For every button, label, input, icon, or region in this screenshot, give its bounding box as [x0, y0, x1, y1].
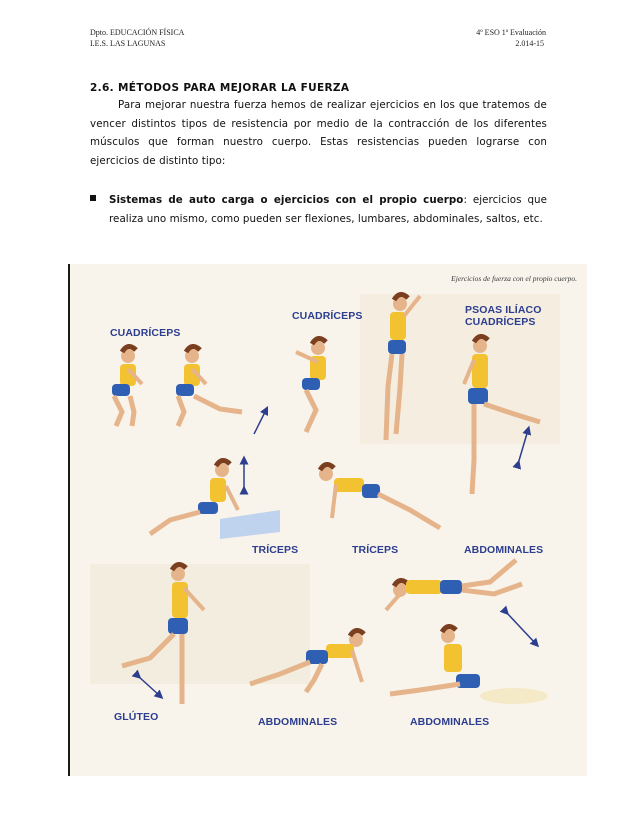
exercise-illustration: [68, 264, 587, 776]
label-cuadriceps-1: CUADRÍCEPS: [110, 327, 181, 339]
exercise-drawings: [70, 264, 587, 776]
section-title: 2.6. MÉTODOS PARA MEJORAR LA FUERZA: [90, 82, 350, 94]
label-cuadriceps-2: CUADRÍCEPS: [292, 310, 363, 322]
label-gluteo: GLÚTEO: [114, 711, 159, 723]
bullet-item: [90, 191, 547, 228]
school-name: I.E.S. LAS LAGUNAS: [90, 39, 166, 48]
label-triceps-2: TRÍCEPS: [352, 544, 399, 556]
bullet-description: : ejercicios que realiza uno mismo, como pueden ser flexiones, lumbares, abdominales, saltos, etc.: [109, 194, 547, 225]
school-year: 2.014-15: [515, 39, 544, 48]
intro-paragraph-text: Para mejorar nuestra fuerza hemos de realizar ejercicios en los que tratemos de vencer distintos tipos de resistencia por medio de la contracción de los diferentes músculos que forman nuestro cuerpo. Estas resistencias pueden lograrse con ejercicios de distinto tipo:: [90, 99, 547, 167]
course-evaluation: 4º ESO 1ª Evaluación: [476, 28, 546, 37]
label-triceps-1: TRÍCEPS: [252, 544, 299, 556]
document-header-right: [455, 27, 546, 49]
label-abdominales-3: ABDOMINALES: [410, 716, 490, 728]
bullet-text: [109, 191, 547, 228]
intro-paragraph: [90, 96, 547, 170]
label-psoas: [465, 304, 541, 328]
document-header-left: [90, 27, 184, 49]
label-abdominales-2: ABDOMINALES: [258, 716, 338, 728]
label-abdominales-1: ABDOMINALES: [464, 544, 544, 556]
label-psoas-line2: CUADRÍCEPS: [465, 316, 536, 328]
department-name: Dpto. EDUCACIÓN FÍSICA: [90, 28, 185, 37]
bullet-bold-term: Sistemas de auto carga o ejercicios con el propio cuerpo: [109, 194, 464, 206]
label-psoas-line1: PSOAS ILÍACO: [465, 304, 542, 316]
square-bullet-icon: [90, 195, 96, 201]
figure-caption: Ejercicios de fuerza con el propio cuerpo.: [451, 274, 577, 283]
